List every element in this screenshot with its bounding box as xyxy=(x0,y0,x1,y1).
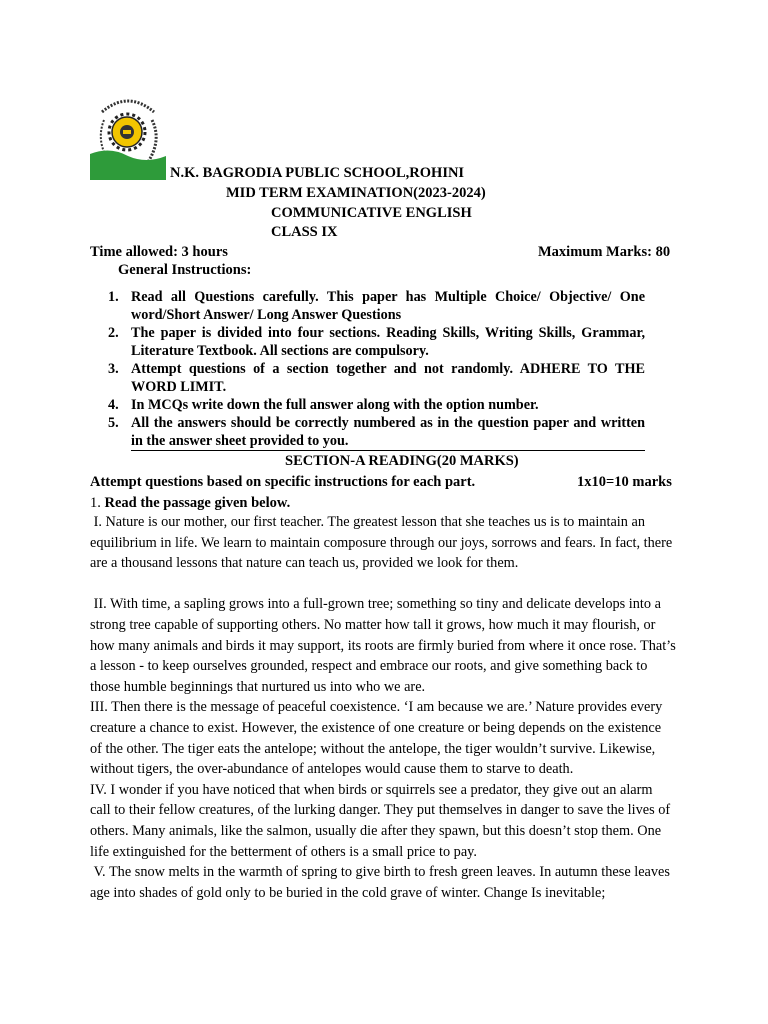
section-marks: 1x10=10 marks xyxy=(577,474,672,490)
passage-paragraph: II. With time, a sapling grows into a full-grown tree; something so tiny and delicate develops into a strong tree capable of supporting others. No matter how tall it grows, how much it may flourish, or how many animals and birds it may support, its roots are firmly buried from where it once rose. That’s a lesson - to keep ourselves grounded, respect and embrace our roots, and give something back to those humble beginnings that nurtured us into who we are. xyxy=(90,596,680,695)
instruction-number: 4. xyxy=(108,397,119,413)
instruction-item xyxy=(108,360,645,396)
reading-passage xyxy=(90,512,680,903)
instruction-item xyxy=(108,414,645,450)
instruction-number: 1. xyxy=(108,289,119,305)
passage-paragraph: I. Nature is our mother, our first teacher. The greatest lesson that she teaches us is to maintain an equilibrium in life. We learn to maintain composure through our joys, sorrows and fears. In fact, there are a thousand lessons that nature can teach us, provided we look for them. xyxy=(90,514,676,572)
question-text: Read the passage given below. xyxy=(104,495,291,511)
instruction-item xyxy=(108,396,645,414)
instructions-title: General Instructions: xyxy=(118,262,252,278)
instruction-text: Attempt questions of a section together and not randomly. ADHERE TO THE WORD LIMIT. xyxy=(131,361,645,395)
instruction-number: 5. xyxy=(108,415,119,431)
section-title: SECTION-A READING(20 MARKS) xyxy=(285,453,519,469)
maximum-marks: Maximum Marks: 80 xyxy=(538,244,671,260)
instruction-text: All the answers should be correctly numbered as in the question paper and written in the answer sheet provided to you. xyxy=(131,415,645,449)
passage-paragraph: V. The snow melts in the warmth of spring to give birth to fresh green leaves. In autumn these leaves age into shades of gold only to be buried in the cold grave of winter. Change Is inevitable; xyxy=(90,864,674,901)
exam-title: MID TERM EXAMINATION(2023-2024) xyxy=(226,185,486,201)
class-title: CLASS IX xyxy=(271,224,338,240)
subject-title: COMMUNICATIVE ENGLISH xyxy=(271,205,472,221)
instruction-number: 3. xyxy=(108,361,119,377)
general-instructions-list xyxy=(108,288,645,450)
attempt-instructions: Attempt questions based on specific instructions for each part. xyxy=(90,474,476,490)
school-logo xyxy=(90,92,166,180)
divider-line xyxy=(131,450,645,451)
school-name: N.K. BAGRODIA PUBLIC SCHOOL,ROHINI xyxy=(170,165,465,181)
passage-paragraph: III. Then there is the message of peaceful coexistence. ‘I am because we are.’ Nature provides every creature a chance to exist. However, the existence of one creature or being depends on the existence of the other. The tiger eats the antelope; without the antelope, the tiger wouldn’t survive. Likewise, without tigers, the over-abundance of antelopes would cause them to starve to death. xyxy=(90,699,666,778)
school-emblem-icon xyxy=(90,92,166,180)
time-allowed: Time allowed: 3 hours xyxy=(90,244,228,260)
question-heading xyxy=(90,495,290,512)
instruction-number: 2. xyxy=(108,325,119,341)
question-number: 1. xyxy=(90,495,105,511)
instruction-text: The paper is divided into four sections. Reading Skills, Writing Skills, Grammar, Literature Textbook. All sections are compulsory. xyxy=(131,325,645,359)
instruction-item xyxy=(108,288,645,324)
instruction-text: Read all Questions carefully. This paper has Multiple Choice/ Objective/ One word/Short Answer/ Long Answer Questions xyxy=(131,289,645,323)
instruction-item xyxy=(108,324,645,360)
passage-paragraph: IV. I wonder if you have noticed that when birds or squirrels see a predator, they give out an alarm call to their fellow creatures, of the lurking danger. They put themselves in danger to save the lives of others. Many animals, like the salmon, usually die after they spawn, but this doesn’t stop them. One life extinguished for the betterment of others is a small price to pay. xyxy=(90,781,674,860)
instruction-text: In MCQs write down the full answer along with the option number. xyxy=(131,397,539,413)
